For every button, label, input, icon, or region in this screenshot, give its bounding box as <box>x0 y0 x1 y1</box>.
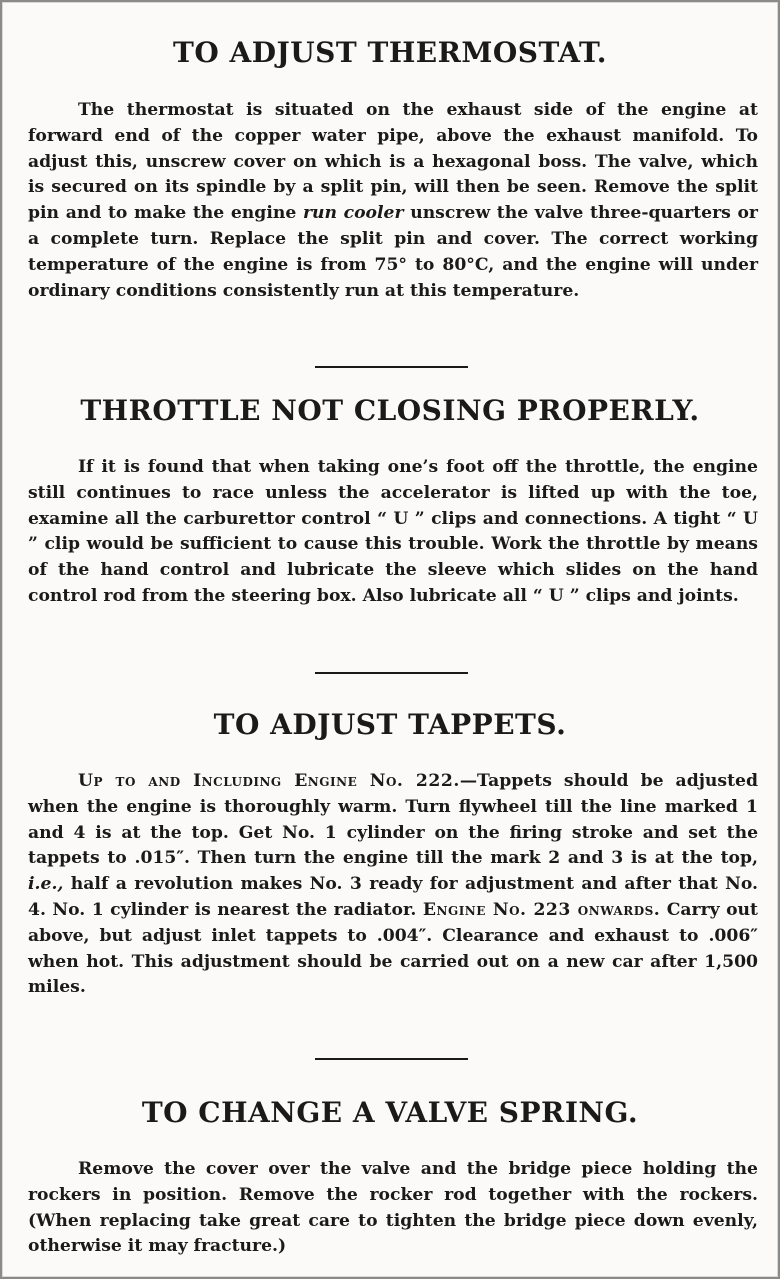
paragraph-text: Carry out above, but adjust inlet tappets to .004″. Clearance and exhaust to .006″ when hot. This adjustment should be carried out on a new car after 1,500 miles. <box>28 899 758 998</box>
paragraph-adjust-tappets <box>28 769 758 1001</box>
emphasis-run-cooler: run cooler <box>302 203 404 224</box>
paragraph-change-valve-spring <box>28 1157 758 1260</box>
paragraph-text: The thermostat is situated on the exhaust side of the engine at forward end of the copper water pipe, above the exhaust manifold. To adjust this, unscrew cover on which is a hexagonal boss. The valve, which is secured on its spindle by a split pin, will then be seen. Remove the split pin and to make the engine <box>28 100 758 224</box>
paragraph-text: Remove the cover over the valve and the bridge piece holding the rockers in position. Remove the rocker rod together with the rockers. (When replacing take great care to tighten the bridge piece down evenly, otherwise it may fracture.) <box>28 1159 758 1257</box>
paragraph-text: —Tappets should be adjusted when the engine is thoroughly warm. Turn flywheel till the line marked 1 and 4 is at the top. Get No. 1 cylinder on the firing stroke and set the tappets to .015″. Then turn the engine till the mark 2 and 3 is at the top, <box>28 771 758 869</box>
paragraph-throttle-not-closing <box>28 455 758 610</box>
paragraph-text: half a revolution makes No. 3 ready for adjustment and after that No. 4. No. 1 cylinder is nearest the radiator. <box>28 874 758 920</box>
section-title-change-valve-spring: TO CHANGE A VALVE SPRING. <box>141 1096 639 1129</box>
paragraph-adjust-thermostat <box>28 98 758 304</box>
section-title-throttle-not-closing: THROTTLE NOT CLOSING PROPERLY. <box>80 394 700 427</box>
paragraph-text: unscrew the valve three-quarters or a complete turn. Replace the split pin and cover. The correct working temperature of the engine is from 75° to 80°C, and the engine will under ordinary conditions consistently run at this temperature. <box>28 203 758 301</box>
section-title-adjust-thermostat: TO ADJUST THERMOSTAT. <box>173 36 607 69</box>
smallcaps-engine-onwards: Engine No. 223 onwards. <box>422 899 661 920</box>
emphasis-ie: i.e., <box>28 874 64 895</box>
section-divider <box>315 366 468 368</box>
smallcaps-engine-range: Up to and Including Engine No. 222. <box>78 771 460 791</box>
paragraph-text: If it is found that when taking one’s foot off the throttle, the engine still continues to race unless the accelerator is lifted up with the toe, examine all the carburettor control “ U ” clips and connections. A tight “ U ” clip would be sufficient to cause this trouble. Work the throttle by means of the hand control and lubricate the sleeve which slides on the hand control rod from the steering box. Also lubricate all “ U ” clips and joints. <box>28 457 758 606</box>
section-divider <box>315 672 468 674</box>
section-title-adjust-tappets: TO ADJUST TAPPETS. <box>213 708 567 741</box>
section-divider <box>315 1058 468 1060</box>
